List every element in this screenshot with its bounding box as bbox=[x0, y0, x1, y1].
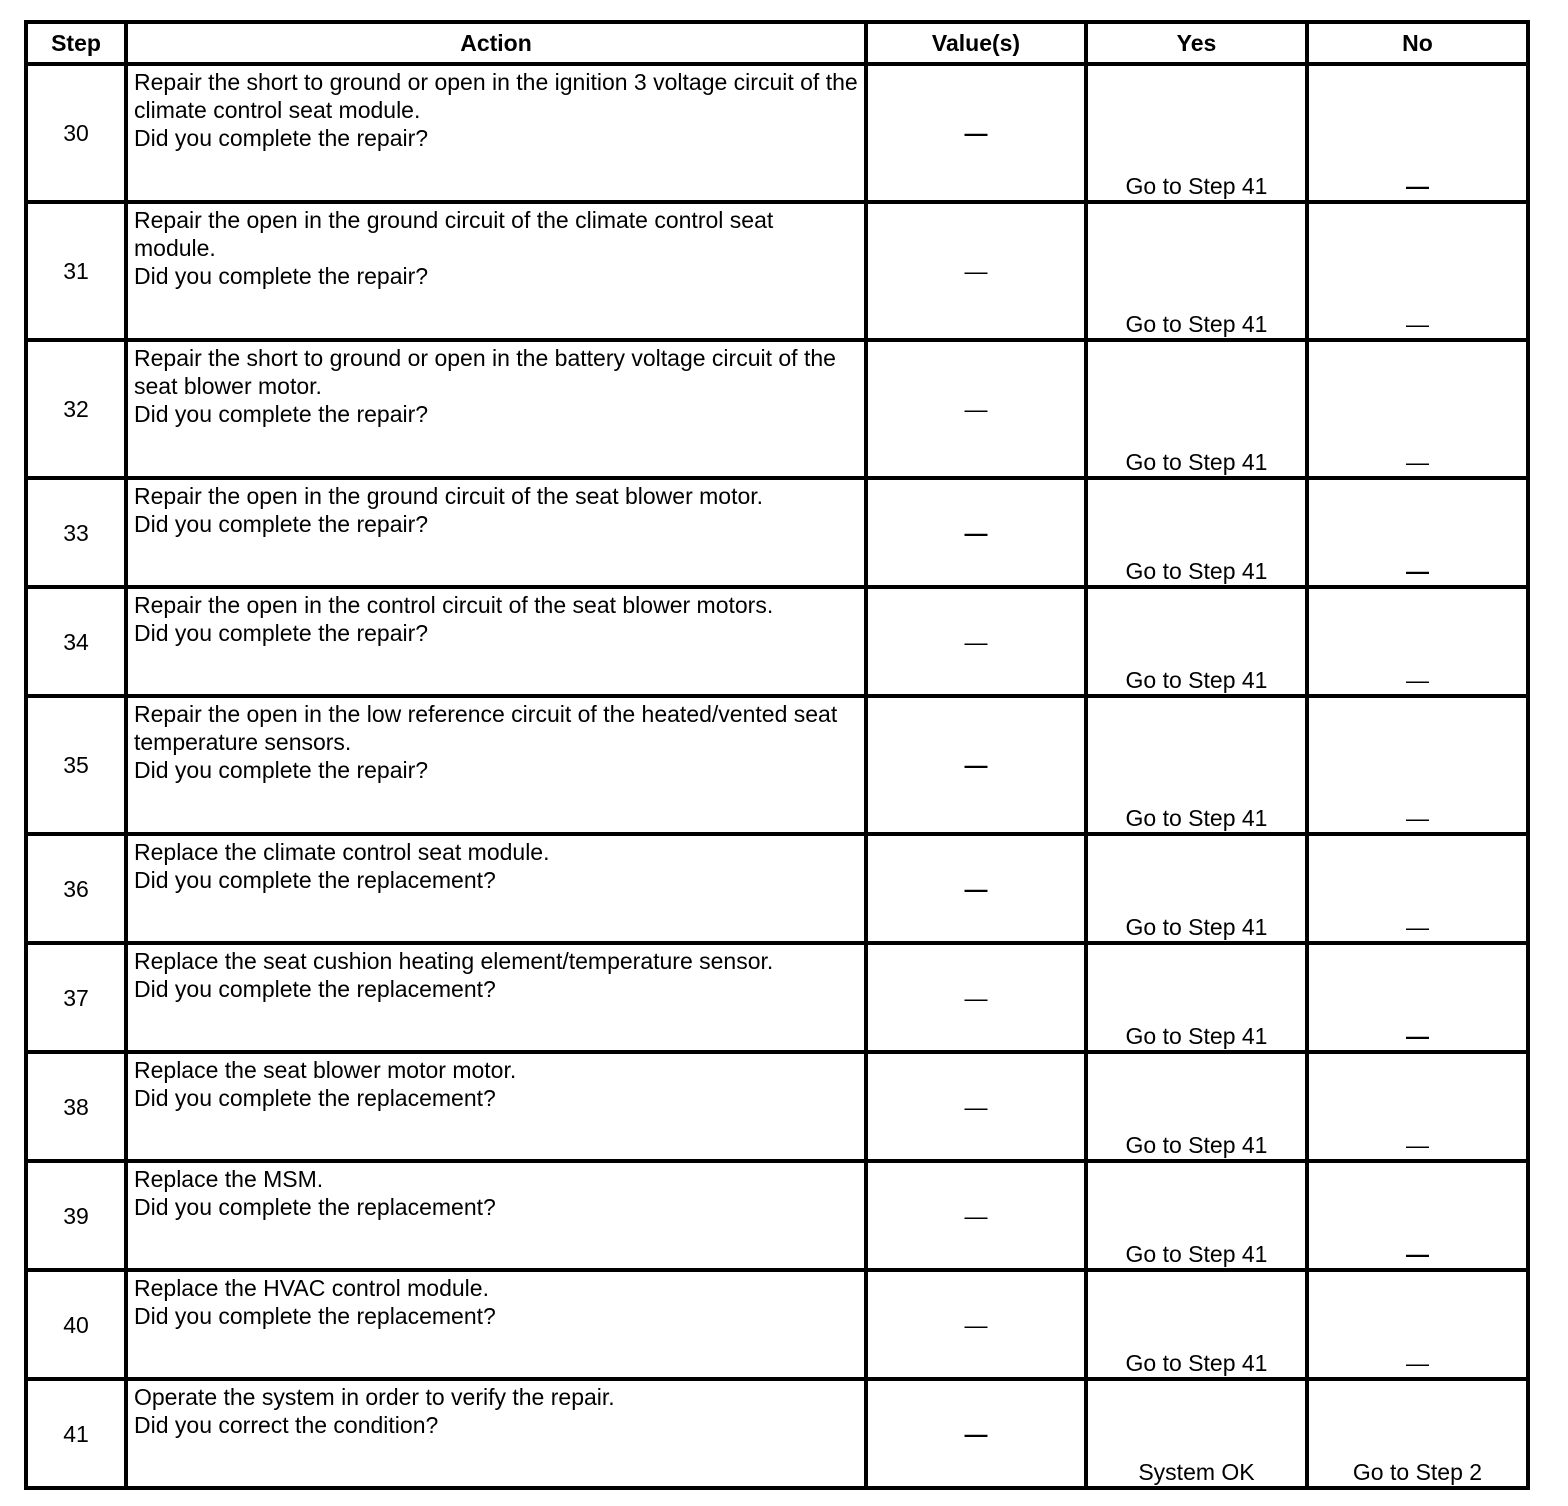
action-instruction: Repair the open in the control circuit of the seat blower motors. bbox=[134, 592, 774, 618]
step-number: 30 bbox=[26, 64, 126, 202]
no-cell bbox=[1307, 1270, 1528, 1379]
action-cell bbox=[126, 834, 866, 943]
action-cell bbox=[126, 1270, 866, 1379]
no-dash: — bbox=[1406, 173, 1429, 199]
action-instruction: Repair the short to ground or open in the ignition 3 voltage circuit of the climate control seat module. bbox=[134, 69, 858, 123]
diagnostic-steps-table bbox=[24, 20, 1530, 1490]
value-dash: — bbox=[964, 875, 988, 902]
no-cell bbox=[1307, 1052, 1528, 1161]
table-row bbox=[26, 340, 1528, 478]
header-yes: Yes bbox=[1086, 22, 1307, 64]
action-instruction: Repair the open in the low reference circuit of the heated/vented seat temperature sensors. bbox=[134, 701, 838, 755]
action-cell bbox=[126, 478, 866, 587]
step-number: 31 bbox=[26, 202, 126, 340]
table-row bbox=[26, 1379, 1528, 1488]
action-instruction: Replace the seat blower motor motor. bbox=[134, 1057, 517, 1083]
no-dash: — bbox=[1406, 1350, 1429, 1376]
value-cell bbox=[866, 1052, 1086, 1161]
action-instruction: Repair the short to ground or open in the battery voltage circuit of the seat blower motor. bbox=[134, 345, 836, 399]
header-values: Value(s) bbox=[866, 22, 1086, 64]
header-action: Action bbox=[126, 22, 866, 64]
action-question: Did you complete the repair? bbox=[134, 125, 429, 151]
no-cell bbox=[1307, 478, 1528, 587]
no-cell bbox=[1307, 202, 1528, 340]
value-dash: — bbox=[964, 519, 988, 546]
action-question: Did you complete the replacement? bbox=[134, 1194, 496, 1220]
action-question: Did you complete the repair? bbox=[134, 401, 429, 427]
yes-cell: System OK bbox=[1086, 1379, 1307, 1488]
value-cell bbox=[866, 696, 1086, 834]
action-cell bbox=[126, 202, 866, 340]
action-instruction: Operate the system in order to verify the repair. bbox=[134, 1384, 615, 1410]
no-dash: — bbox=[1406, 449, 1429, 475]
step-number: 34 bbox=[26, 587, 126, 696]
step-number: 33 bbox=[26, 478, 126, 587]
step-number: 38 bbox=[26, 1052, 126, 1161]
table-row bbox=[26, 202, 1528, 340]
step-number: 32 bbox=[26, 340, 126, 478]
action-question: Did you complete the replacement? bbox=[134, 1303, 496, 1329]
action-cell bbox=[126, 340, 866, 478]
value-dash: — bbox=[964, 120, 988, 146]
yes-cell: Go to Step 41 bbox=[1086, 340, 1307, 478]
no-cell bbox=[1307, 340, 1528, 478]
action-question: Did you complete the repair? bbox=[134, 620, 429, 646]
no-cell bbox=[1307, 1161, 1528, 1270]
action-cell bbox=[126, 1052, 866, 1161]
value-dash: — bbox=[964, 752, 988, 778]
action-question: Did you complete the repair? bbox=[134, 757, 429, 783]
step-number: 41 bbox=[26, 1379, 126, 1488]
action-question: Did you complete the repair? bbox=[134, 263, 429, 289]
yes-cell: Go to Step 41 bbox=[1086, 943, 1307, 1052]
action-question: Did you complete the replacement? bbox=[134, 976, 496, 1002]
header-no: No bbox=[1307, 22, 1528, 64]
yes-cell: Go to Step 41 bbox=[1086, 587, 1307, 696]
no-dash: — bbox=[1406, 1023, 1429, 1049]
table-row bbox=[26, 1161, 1528, 1270]
action-cell bbox=[126, 1161, 866, 1270]
value-cell bbox=[866, 1161, 1086, 1270]
no-cell bbox=[1307, 834, 1528, 943]
no-dash: — bbox=[1406, 805, 1429, 831]
no-dash: — bbox=[1406, 667, 1429, 693]
value-dash: — bbox=[964, 396, 988, 422]
step-number: 35 bbox=[26, 696, 126, 834]
action-instruction: Replace the seat cushion heating element/temperature sensor. bbox=[134, 948, 774, 974]
value-dash: — bbox=[964, 1420, 988, 1447]
value-dash: — bbox=[964, 1202, 988, 1229]
action-question: Did you correct the condition? bbox=[134, 1412, 439, 1438]
table-row bbox=[26, 943, 1528, 1052]
step-number: 37 bbox=[26, 943, 126, 1052]
action-instruction: Replace the HVAC control module. bbox=[134, 1275, 489, 1301]
no-dash: — bbox=[1406, 311, 1429, 337]
value-dash: — bbox=[964, 258, 988, 284]
yes-cell: Go to Step 41 bbox=[1086, 1270, 1307, 1379]
value-cell bbox=[866, 943, 1086, 1052]
no-cell bbox=[1307, 943, 1528, 1052]
value-cell bbox=[866, 478, 1086, 587]
step-number: 36 bbox=[26, 834, 126, 943]
value-dash: — bbox=[964, 984, 988, 1011]
no-cell: Go to Step 2 bbox=[1307, 1379, 1528, 1488]
action-cell bbox=[126, 696, 866, 834]
action-cell bbox=[126, 1379, 866, 1488]
value-cell bbox=[866, 1379, 1086, 1488]
value-cell bbox=[866, 587, 1086, 696]
action-cell bbox=[126, 64, 866, 202]
table-row bbox=[26, 834, 1528, 943]
yes-cell: Go to Step 41 bbox=[1086, 696, 1307, 834]
header-step: Step bbox=[26, 22, 126, 64]
table-row bbox=[26, 1052, 1528, 1161]
value-cell bbox=[866, 64, 1086, 202]
value-cell bbox=[866, 340, 1086, 478]
value-dash: — bbox=[964, 1311, 988, 1338]
step-number: 40 bbox=[26, 1270, 126, 1379]
table-row bbox=[26, 478, 1528, 587]
yes-cell: Go to Step 41 bbox=[1086, 478, 1307, 587]
table-row bbox=[26, 696, 1528, 834]
value-cell bbox=[866, 202, 1086, 340]
table-header-row bbox=[26, 22, 1528, 64]
table-row bbox=[26, 64, 1528, 202]
yes-cell: Go to Step 41 bbox=[1086, 1161, 1307, 1270]
no-dash: — bbox=[1406, 914, 1429, 940]
value-cell bbox=[866, 834, 1086, 943]
step-number: 39 bbox=[26, 1161, 126, 1270]
action-cell bbox=[126, 587, 866, 696]
yes-cell: Go to Step 41 bbox=[1086, 834, 1307, 943]
no-dash: — bbox=[1406, 1241, 1429, 1267]
value-cell bbox=[866, 1270, 1086, 1379]
action-instruction: Replace the MSM. bbox=[134, 1166, 324, 1192]
table-row bbox=[26, 587, 1528, 696]
table-row bbox=[26, 1270, 1528, 1379]
yes-cell: Go to Step 41 bbox=[1086, 1052, 1307, 1161]
action-instruction: Repair the open in the ground circuit of the seat blower motor. bbox=[134, 483, 764, 509]
action-instruction: Replace the climate control seat module. bbox=[134, 839, 550, 865]
action-question: Did you complete the repair? bbox=[134, 511, 429, 537]
action-cell bbox=[126, 943, 866, 1052]
value-dash: — bbox=[964, 1093, 988, 1120]
no-dash: — bbox=[1406, 558, 1429, 584]
no-cell bbox=[1307, 587, 1528, 696]
no-cell bbox=[1307, 64, 1528, 202]
no-dash: — bbox=[1406, 1132, 1429, 1158]
action-instruction: Repair the open in the ground circuit of the climate control seat module. bbox=[134, 207, 774, 261]
no-cell bbox=[1307, 696, 1528, 834]
action-question: Did you complete the replacement? bbox=[134, 867, 496, 893]
yes-cell: Go to Step 41 bbox=[1086, 202, 1307, 340]
yes-cell: Go to Step 41 bbox=[1086, 64, 1307, 202]
value-dash: — bbox=[964, 628, 988, 655]
action-question: Did you complete the replacement? bbox=[134, 1085, 496, 1111]
